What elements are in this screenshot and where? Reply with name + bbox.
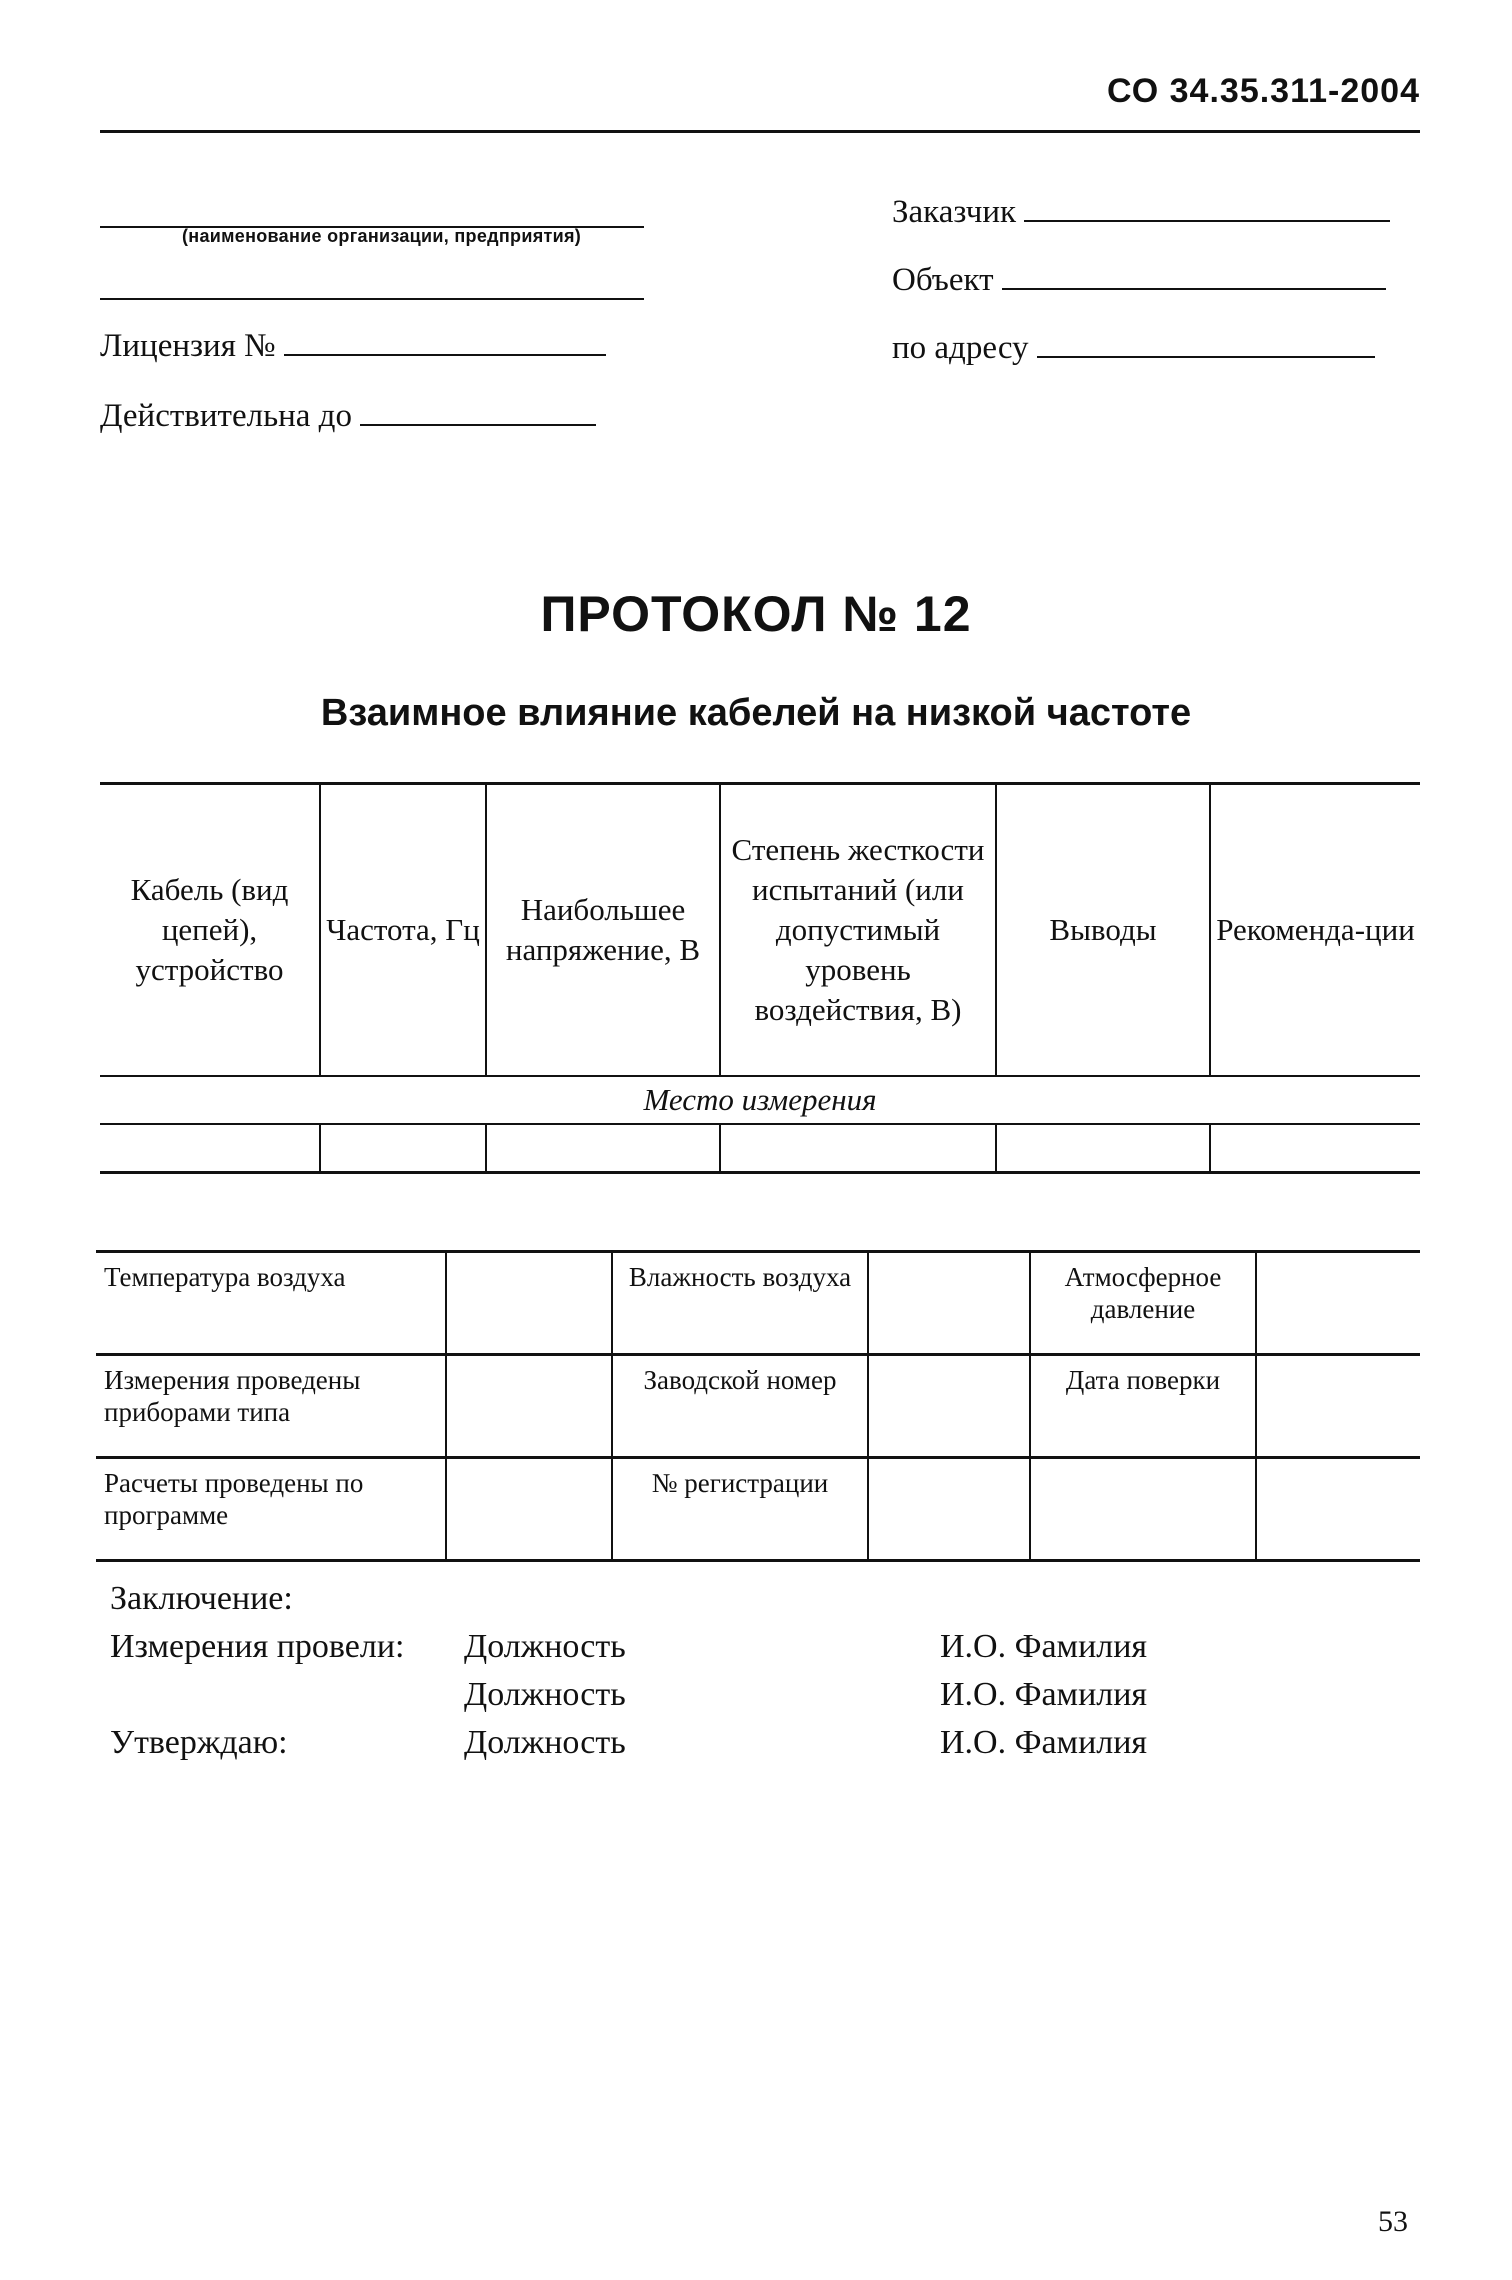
address-blank <box>1037 326 1375 358</box>
table-cell <box>446 1458 612 1561</box>
valid-until-field <box>100 394 596 435</box>
signature-position: Должность <box>464 1724 626 1761</box>
table-cell: Расчеты проведены по программе <box>96 1458 446 1561</box>
measured-by-label: Измерения провели: <box>110 1628 405 1665</box>
customer-label: Заказчик <box>892 194 1017 230</box>
table-cell <box>1210 1124 1420 1173</box>
object-label: Объект <box>892 262 994 298</box>
measurement-place-label: Место измерения <box>100 1076 1420 1124</box>
column-header: Степень жесткости испытаний (или допустимый уровень воздействия, В) <box>720 784 996 1077</box>
object-blank <box>1002 258 1386 290</box>
header-divider <box>100 130 1420 133</box>
table-header-row <box>100 784 1420 1077</box>
column-header: Выводы <box>996 784 1210 1077</box>
column-header: Частота, Гц <box>320 784 486 1077</box>
table-cell <box>868 1355 1030 1458</box>
table-cell: Влажность воздуха <box>612 1252 868 1355</box>
table-cell <box>1030 1458 1256 1561</box>
document-code: СО 34.35.311-2004 <box>1107 72 1420 110</box>
license-number-blank <box>284 324 606 356</box>
table-cell <box>868 1252 1030 1355</box>
table-cell <box>868 1458 1030 1561</box>
page-number: 53 <box>1378 2205 1408 2238</box>
table-row <box>96 1252 1420 1355</box>
table-cell <box>446 1355 612 1458</box>
table-cell <box>1256 1355 1420 1458</box>
license-label: Лицензия № <box>100 328 276 364</box>
place-row <box>100 1076 1420 1124</box>
table-cell: № регистрации <box>612 1458 868 1561</box>
table-cell <box>720 1124 996 1173</box>
table-cell <box>1256 1458 1420 1561</box>
table-cell <box>100 1124 320 1173</box>
measurements-table <box>100 782 1420 1174</box>
valid-until-label: Действительна до <box>100 398 352 434</box>
signature-position: Должность <box>464 1676 626 1713</box>
signature-name: И.О. Фамилия <box>940 1676 1148 1713</box>
address-field <box>892 326 1375 367</box>
protocol-subtitle: Взаимное влияние кабелей на низкой частоте <box>320 692 1192 734</box>
table-row <box>100 1124 1420 1173</box>
signature-name: И.О. Фамилия <box>940 1628 1148 1665</box>
customer-blank <box>1024 190 1390 222</box>
table-row <box>96 1458 1420 1561</box>
table-cell: Заводской номер <box>612 1355 868 1458</box>
address-label: по адресу <box>892 330 1029 366</box>
column-header: Наибольшее напряжение, В <box>486 784 720 1077</box>
table-cell <box>320 1124 486 1173</box>
table-cell: Измерения проведены приборами типа <box>96 1355 446 1458</box>
protocol-title: ПРОТОКОЛ № 12 <box>540 586 972 642</box>
object-field <box>892 258 1386 299</box>
table-cell <box>996 1124 1210 1173</box>
table-row <box>96 1355 1420 1458</box>
table-cell: Температура воздуха <box>96 1252 446 1355</box>
table-cell <box>1256 1252 1420 1355</box>
approve-label: Утверждаю: <box>110 1724 288 1761</box>
table-cell: Дата поверки <box>1030 1355 1256 1458</box>
column-header: Рекоменда-ции <box>1210 784 1420 1077</box>
column-header: Кабель (вид цепей), устройство <box>100 784 320 1077</box>
table-cell <box>486 1124 720 1173</box>
license-field <box>100 324 606 365</box>
organization-caption: (наименование организации, предприятия) <box>182 226 582 246</box>
conditions-table <box>96 1250 1420 1562</box>
table-cell <box>446 1252 612 1355</box>
signature-name: И.О. Фамилия <box>940 1724 1148 1761</box>
signature-position: Должность <box>464 1628 626 1665</box>
customer-field <box>892 190 1390 231</box>
table-cell: Атмосферное давление <box>1030 1252 1256 1355</box>
organization-name-line-2 <box>100 298 644 300</box>
conclusion-label: Заключение: <box>110 1580 293 1617</box>
valid-until-blank <box>360 394 596 426</box>
